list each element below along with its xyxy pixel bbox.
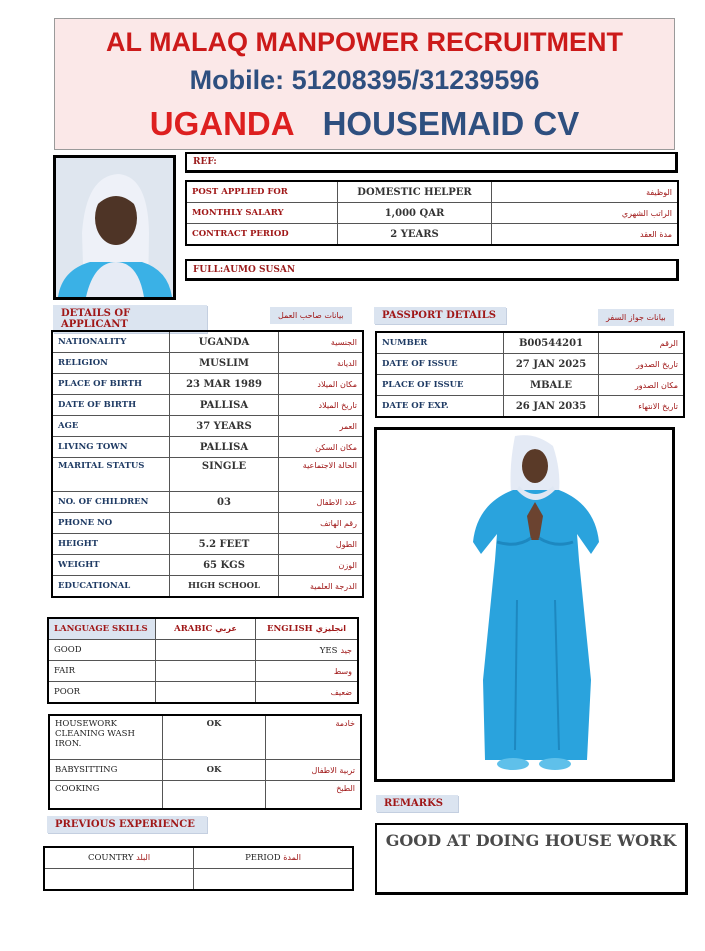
place-of-birth-label: PLACE OF BIRTH [52,374,170,395]
cooking-label: COOKING [49,781,163,810]
country-label-ar: البلد [136,853,151,862]
education-ar: الدرجة العلمية [279,576,364,598]
fair-arabic [156,661,256,682]
babysitting-value: OK [163,760,266,781]
english-label: ENGLISH [267,624,313,634]
post-ar: الوظيفة [492,181,679,203]
children-value: 03 [170,492,279,513]
children-label: NO. OF CHILDREN [52,492,170,513]
fair-ar: وسط [333,666,352,676]
english-header [256,618,359,640]
full-length-photo [374,427,675,782]
remarks-box [375,823,688,895]
passport-number-label: NUMBER [376,332,504,354]
applicant-section-title-ar: بيانات صاحب العمل [270,307,352,324]
date-of-birth-label: DATE OF BIRTH [52,395,170,416]
poor-label: POOR [48,682,156,704]
applicant-section-title: DETAILS OF APPLICANT [53,305,207,333]
issue-date-value: 27 JAN 2025 [504,354,599,375]
table-row [52,353,363,374]
experience-section-title: PREVIOUS EXPERIENCE [47,816,207,833]
experience-period-cell [194,869,354,891]
cv-title [55,105,674,143]
cv-header [54,18,675,150]
table-row [52,395,363,416]
issue-date-ar: تاريخ الصدور [599,354,685,375]
period-header [194,847,354,869]
housemaid-cv-title: HOUSEMAID CV [322,105,580,142]
table-row [52,331,363,353]
issue-place-ar: مكان الصدور [599,375,685,396]
table-row [49,781,361,810]
cooking-ar: الطبخ [266,781,362,810]
fair-label: FAIR [48,661,156,682]
table-row [49,760,361,781]
passport-section-title-ar: بيانات جواز السفر [598,309,674,326]
salary-label: MONTHLY SALARY [186,203,338,224]
table-row [186,224,678,246]
babysitting-label: BABYSITTING [49,760,163,781]
passport-table [375,331,685,418]
good-english: YES [319,645,338,656]
table-row [52,437,363,458]
marital-status-ar: الحالة الاجتماعية [279,458,364,492]
remarks-section-title: REMARKS [376,795,458,812]
religion-ar: الديانة [279,353,364,374]
date-of-birth-value: PALLISA [170,395,279,416]
phone-value [170,513,279,534]
language-section-title: LANGUAGE SKILLS [48,618,156,640]
poor-english-cell [256,682,359,704]
skills-table [48,714,362,810]
table-row [376,354,684,375]
table-row [49,715,361,760]
arabic-label-ar: عربي [215,624,237,633]
weight-label: WEIGHT [52,555,170,576]
salary-value: 1,000 QAR [338,203,492,224]
table-row [376,396,684,418]
experience-table [43,846,354,891]
babysitting-ar: تربية الاطفال [266,760,362,781]
passport-number-ar: الرقم [599,332,685,354]
table-row [52,458,363,492]
language-table [47,617,359,704]
full-name-bar [185,259,679,281]
height-label: HEIGHT [52,534,170,555]
table-row [48,661,358,682]
period-label-ar: المدة [283,853,301,862]
good-label: GOOD [48,640,156,661]
issue-place-value: MBALE [504,375,599,396]
age-value: 37 YEARS [170,416,279,437]
place-of-birth-value: 23 MAR 1989 [170,374,279,395]
housework-value: OK [163,715,266,760]
housework-ar: خادمة [266,715,362,760]
company-name: AL MALAQ MANPOWER RECRUITMENT [106,27,623,57]
issue-place-label: PLACE OF ISSUE [376,375,504,396]
living-town-label: LIVING TOWN [52,437,170,458]
ref-label: REF: [193,157,217,167]
period-label: PERIOD [245,853,281,863]
phone-label: PHONE NO [52,513,170,534]
fair-english-cell [256,661,359,682]
post-value: DOMESTIC HELPER [338,181,492,203]
age-label: AGE [52,416,170,437]
country-title: UGANDA [149,105,295,142]
marital-status-label: MARITAL STATUS [52,458,170,492]
contract-label: CONTRACT PERIOD [186,224,338,246]
poor-ar: ضعيف [330,687,352,697]
table-row [52,513,363,534]
weight-value: 65 KGS [170,555,279,576]
height-value: 5.2 FEET [170,534,279,555]
table-row [52,374,363,395]
nationality-value: UGANDA [170,331,279,353]
cooking-value [163,781,266,810]
mobile-numbers: Mobile: 51208395/31239596 [189,65,540,95]
applicant-table [51,330,364,598]
contract-ar: مدة العقد [492,224,679,246]
table-row [52,492,363,513]
table-row [52,534,363,555]
table-row [186,181,678,203]
table-row [44,847,353,869]
expiry-date-value: 26 JAN 2035 [504,396,599,418]
living-town-value: PALLISA [170,437,279,458]
portrait-figure-icon [56,158,173,297]
standing-figure-icon [377,430,672,779]
table-row [376,332,684,354]
experience-country-cell [44,869,194,891]
passport-section-title: PASSPORT DETAILS [374,307,506,324]
good-ar: جيد [340,645,352,655]
table-row [52,416,363,437]
weight-ar: الوزن [279,555,364,576]
country-header [44,847,194,869]
housework-label: HOUSEWORK CLEANING WASH IRON. [49,715,163,760]
age-ar: العمر [279,416,364,437]
table-row [376,375,684,396]
education-value: HIGH SCHOOL [170,576,279,598]
remarks-text: GOOD AT DOING HOUSE WORK [385,831,677,850]
full-name: FULL:AUMO SUSAN [193,264,296,275]
date-of-birth-ar: تاريخ الميلاد [279,395,364,416]
country-label: COUNTRY [87,853,134,863]
good-english-cell [256,640,359,661]
height-ar: الطول [279,534,364,555]
ref-bar [185,152,678,173]
table-row [52,555,363,576]
marital-status-value: SINGLE [170,458,279,492]
religion-label: RELIGION [52,353,170,374]
nationality-label: NATIONALITY [52,331,170,353]
table-row [44,869,353,891]
english-label-ar: انجليزي [315,624,346,633]
phone-ar: رقم الهاتف [279,513,364,534]
expiry-date-label: DATE OF EXP. [376,396,504,418]
issue-date-label: DATE OF ISSUE [376,354,504,375]
arabic-header [156,618,256,640]
place-of-birth-ar: مكان الميلاد [279,374,364,395]
education-label: EDUCATIONAL [52,576,170,598]
nationality-ar: الجنسية [279,331,364,353]
living-town-ar: مكان السكن [279,437,364,458]
post-label: POST APPLIED FOR [186,181,338,203]
table-row [186,203,678,224]
poor-arabic [156,682,256,704]
job-table [185,180,679,246]
table-row [48,618,358,640]
arabic-label: ARABIC [174,624,213,634]
children-ar: عدد الاطفال [279,492,364,513]
salary-ar: الراتب الشهري [492,203,679,224]
portrait-photo [53,155,176,300]
good-arabic [156,640,256,661]
table-row [48,640,358,661]
passport-number-value: B00544201 [504,332,599,354]
expiry-date-ar: تاريخ الانتهاء [599,396,685,418]
table-row [52,576,363,598]
table-row [48,682,358,704]
contract-value: 2 YEARS [338,224,492,246]
religion-value: MUSLIM [170,353,279,374]
